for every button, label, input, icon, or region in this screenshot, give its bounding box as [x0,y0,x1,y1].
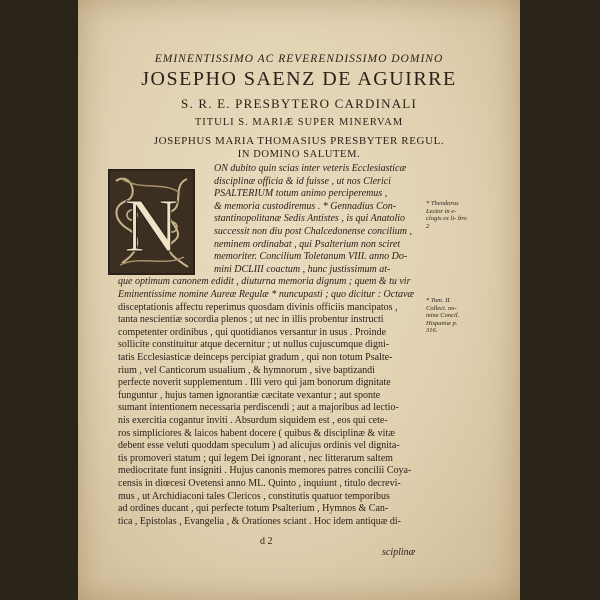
text-line: sollicite constituitur atque decernitur ; ut nullus cujuscumque digni- [118,339,390,351]
text-line: ad ordines ducant , qui perfecte totum Psalterium , Hymnos & Can- [118,503,389,515]
dedication-line: EMINENTISSIMO AC REVERENDISSIMO DOMINO [154,53,444,65]
text-line: tica , Epistolas , Evangelia , & Orationes sciant . Hoc idem antiquæ di- [118,515,401,527]
decorated-initial [108,169,195,275]
text-line: competenter ordinibus , qui quotidianos versantur in usus . Proinde [118,326,387,338]
text-line: & memoria custodiremus . * Gennadius Con- [214,200,397,212]
text-line: stantinopolitanæ Sedis Antistes , is qui Anatolio [214,213,406,225]
text-line: debent esse veluti quoddam speculum ) ad alicujus ordinis vel dignita- [118,440,400,452]
text-line: tis promoveri statum ; qui legem Dei ignorant , nec litterarum saltem [118,452,393,464]
text-line: PSALTERIUM totum animo perciperemus , [214,188,388,200]
ornamental-initial-icon [110,171,193,273]
manuscript-page [78,0,520,600]
greeting-line: IN DOMINO SALUTEM. [237,149,361,160]
text-line: mediocritate funt insigniti . Hujus canonis memores patres concilii Coya- [118,465,412,477]
text-line: funguntur , hujus tamen ignorantiæ cæcitate vexantur ; aut sponte [118,389,381,401]
text-line: tanta nescientiæ socordia plenos ; ut nec in illis probentur instructi [118,314,384,326]
text-line: successit non diu post Chalcedonense concilium , [214,226,413,237]
text-line: ros simpliciores & laicos habent docere ( quibus & disciplinæ & vitæ [118,427,395,439]
text-line: neminem ordinabat , qui Psalterium non sciret [214,238,401,250]
text-line: nis exercitia cogantur inviti . Absurdum siquidem est , eos qui cete- [118,415,388,426]
text-line: disceptationis affectu reperimus quosdam divinis officiis mancipatos , [118,301,398,313]
text-line: rium , vel Canticorum usualium , & hymnorum , sive baptizandi [118,364,375,376]
text-line: disciplinæ officia & id fuisse , ut nos Clerici [214,175,391,187]
signature-mark: d 2 [260,536,273,547]
text-line: perfecte noverit supplementum . Illi vero qui jam bonorum dignitate [118,377,391,389]
catchword: sciplinæ [382,547,416,558]
recipient-name: JOSEPHO SAENZ DE AGUIRRE [141,68,457,90]
text-line: mus , ut Archidiaconi tales Clericos , constitutis quatuor temporibus [118,490,390,502]
text-line: memoriter. Concilium Toletanum VIII. anno Do- [214,251,408,263]
recipient-rank: S. R. E. PRESBYTERO CARDINALI [181,96,417,111]
text-line: censis in diœcesi Ovetensi anno ML. Quinto , inquiunt , titulo decrevi- [118,478,401,489]
sender-line: JOSEPHUS MARIA THOMASIUS PRESBYTER REGUL. [153,135,445,147]
text-line: Eminentissime nomine Aureæ Regulæ * nuncupasti ; quo dicitur : Octavæ [118,289,415,300]
margin-note: * Theodorus Lector in e- clogis ex li- bro 2 [426,200,467,230]
recipient-title: TITULI S. MARIÆ SUPER MINERVAM [194,117,404,128]
text-line: mini DCLIII coactum , hunc justissimum at- [214,263,391,275]
text-line: sumant intentionem necessaria perdiscendi ; aut a majoribus ad lectio- [118,402,399,414]
initial-glyph: N [124,184,179,268]
text-line: que optimum canonem edidit , diuturna memoria dignum ; quem & tu vir [118,276,411,288]
text-line: tatis Ecclesiasticæ deinceps percipiat gradum , qui non totum Psalte- [118,352,393,363]
margin-note: * Tom. II. Collect. no- mine Concil. Hispaniæ p. 316. [426,297,460,335]
text-line: ON dubito quin scias inter veteris Ecclesiasticæ [214,163,407,174]
